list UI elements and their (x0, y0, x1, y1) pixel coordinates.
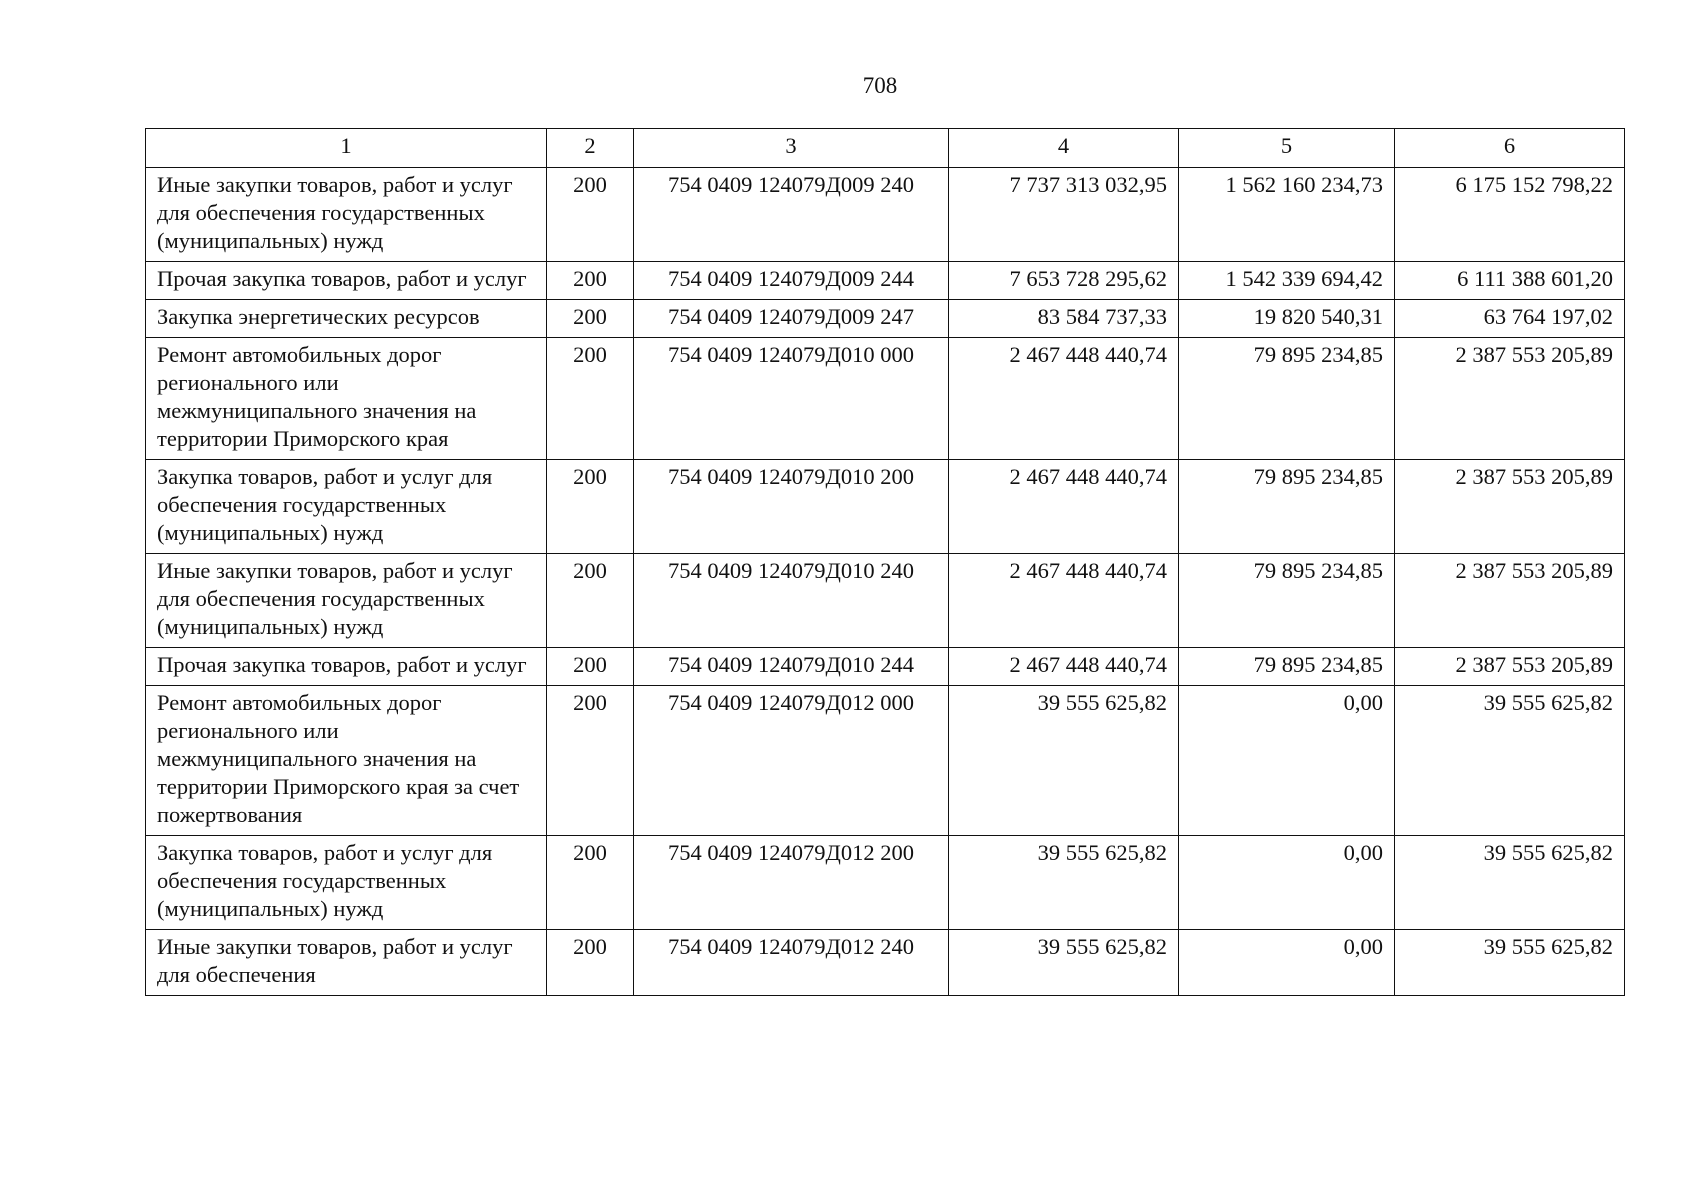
row-col4-cell: 39 555 625,82 (949, 930, 1179, 996)
row-col6-cell: 39 555 625,82 (1395, 836, 1625, 930)
row-col2-cell: 200 (547, 648, 634, 686)
row-code-cell: 754 0409 124079Д009 244 (634, 262, 949, 300)
table-row (146, 930, 1625, 996)
row-col5-cell: 0,00 (1179, 686, 1395, 836)
column-header-3: 3 (634, 129, 949, 168)
row-col6-cell: 63 764 197,02 (1395, 300, 1625, 338)
row-col2-cell: 200 (547, 262, 634, 300)
row-col2-cell: 200 (547, 930, 634, 996)
row-col4-cell: 7 737 313 032,95 (949, 168, 1179, 262)
row-col6-cell: 2 387 553 205,89 (1395, 648, 1625, 686)
row-col4-cell: 39 555 625,82 (949, 686, 1179, 836)
budget-table (145, 128, 1625, 996)
row-col5-cell: 79 895 234,85 (1179, 338, 1395, 460)
row-name-cell: Закупка товаров, работ и услуг для обеспечения государственных (муниципальных) нужд (146, 460, 547, 554)
row-name-cell: Ремонт автомобильных дорог регионального или межмуниципального значения на территории Приморского края (146, 338, 547, 460)
row-code-cell: 754 0409 124079Д012 240 (634, 930, 949, 996)
row-col6-cell: 2 387 553 205,89 (1395, 338, 1625, 460)
row-col5-cell: 79 895 234,85 (1179, 460, 1395, 554)
row-code-cell: 754 0409 124079Д010 200 (634, 460, 949, 554)
row-col2-cell: 200 (547, 338, 634, 460)
row-code-cell: 754 0409 124079Д009 247 (634, 300, 949, 338)
table-row (146, 836, 1625, 930)
row-col4-cell: 39 555 625,82 (949, 836, 1179, 930)
row-col4-cell: 2 467 448 440,74 (949, 554, 1179, 648)
row-code-cell: 754 0409 124079Д009 240 (634, 168, 949, 262)
row-col6-cell: 2 387 553 205,89 (1395, 460, 1625, 554)
row-code-cell: 754 0409 124079Д010 000 (634, 338, 949, 460)
row-col5-cell: 79 895 234,85 (1179, 554, 1395, 648)
table-row (146, 648, 1625, 686)
row-code-cell: 754 0409 124079Д012 200 (634, 836, 949, 930)
row-col4-cell: 2 467 448 440,74 (949, 460, 1179, 554)
table-row (146, 262, 1625, 300)
row-name-cell: Иные закупки товаров, работ и услуг для обеспечения (146, 930, 547, 996)
column-header-4: 4 (949, 129, 1179, 168)
row-col2-cell: 200 (547, 836, 634, 930)
row-col4-cell: 83 584 737,33 (949, 300, 1179, 338)
row-col5-cell: 1 542 339 694,42 (1179, 262, 1395, 300)
row-col5-cell: 19 820 540,31 (1179, 300, 1395, 338)
table-header-row (146, 129, 1625, 168)
row-name-cell: Иные закупки товаров, работ и услуг для обеспечения государственных (муниципальных) нужд (146, 168, 547, 262)
row-col2-cell: 200 (547, 460, 634, 554)
column-header-2: 2 (547, 129, 634, 168)
row-col5-cell: 0,00 (1179, 930, 1395, 996)
row-code-cell: 754 0409 124079Д010 244 (634, 648, 949, 686)
row-col6-cell: 6 111 388 601,20 (1395, 262, 1625, 300)
table-row (146, 338, 1625, 460)
row-col5-cell: 0,00 (1179, 836, 1395, 930)
row-col4-cell: 2 467 448 440,74 (949, 648, 1179, 686)
row-name-cell: Ремонт автомобильных дорог регионального или межмуниципального значения на территории Приморского края за счет пожертвования (146, 686, 547, 836)
page-number: 708 (862, 73, 898, 98)
row-col5-cell: 1 562 160 234,73 (1179, 168, 1395, 262)
column-header-6: 6 (1395, 129, 1625, 168)
row-name-cell: Прочая закупка товаров, работ и услуг (146, 262, 547, 300)
row-code-cell: 754 0409 124079Д010 240 (634, 554, 949, 648)
table-body (146, 168, 1625, 996)
row-col6-cell: 39 555 625,82 (1395, 930, 1625, 996)
row-col2-cell: 200 (547, 686, 634, 836)
row-name-cell: Иные закупки товаров, работ и услуг для обеспечения государственных (муниципальных) нужд (146, 554, 547, 648)
row-col2-cell: 200 (547, 554, 634, 648)
row-name-cell: Прочая закупка товаров, работ и услуг (146, 648, 547, 686)
row-col4-cell: 7 653 728 295,62 (949, 262, 1179, 300)
column-header-5: 5 (1179, 129, 1395, 168)
row-col6-cell: 39 555 625,82 (1395, 686, 1625, 836)
table-row (146, 554, 1625, 648)
row-col4-cell: 2 467 448 440,74 (949, 338, 1179, 460)
table-row (146, 300, 1625, 338)
row-col5-cell: 79 895 234,85 (1179, 648, 1395, 686)
table-row (146, 460, 1625, 554)
row-name-cell: Закупка товаров, работ и услуг для обеспечения государственных (муниципальных) нужд (146, 836, 547, 930)
row-col6-cell: 6 175 152 798,22 (1395, 168, 1625, 262)
row-col2-cell: 200 (547, 168, 634, 262)
row-name-cell: Закупка энергетических ресурсов (146, 300, 547, 338)
row-col6-cell: 2 387 553 205,89 (1395, 554, 1625, 648)
table-row (146, 686, 1625, 836)
row-code-cell: 754 0409 124079Д012 000 (634, 686, 949, 836)
table-row (146, 168, 1625, 262)
column-header-1: 1 (146, 129, 547, 168)
row-col2-cell: 200 (547, 300, 634, 338)
